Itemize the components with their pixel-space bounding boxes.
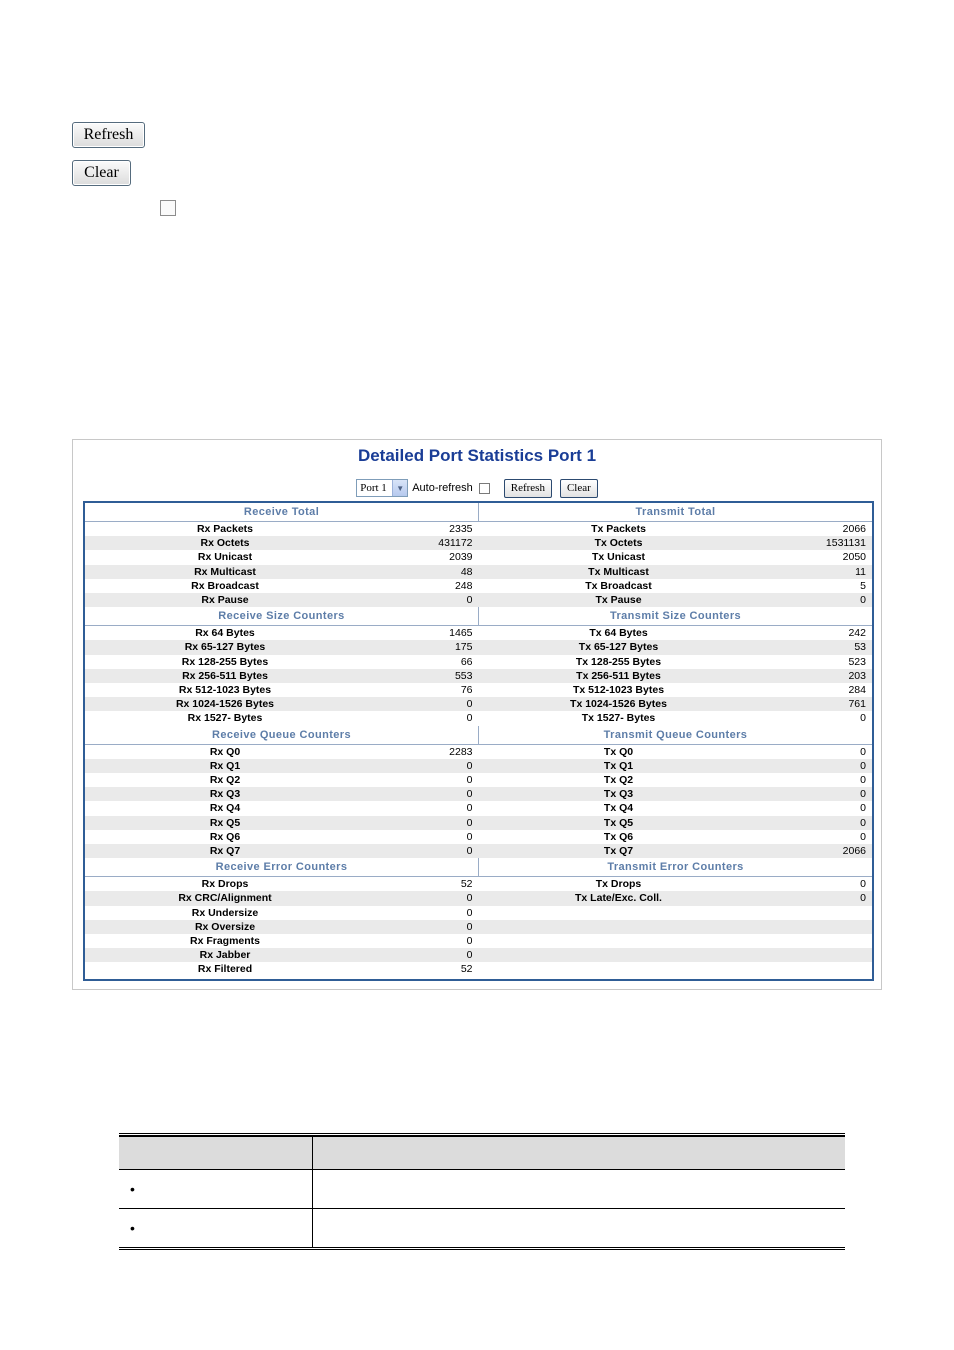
rx-counter-label: Rx Fragments — [189, 935, 261, 947]
rx-counter-label: Rx Jabber — [199, 949, 251, 962]
tx-counter-label: Tx Drops — [595, 878, 642, 891]
clear-button[interactable]: Clear — [72, 160, 131, 186]
table-row — [85, 787, 872, 801]
tx-counter-label: Tx Q1 — [603, 759, 634, 772]
auto-refresh-toggle[interactable] — [479, 483, 490, 494]
rx-counter-label: Rx Broadcast — [191, 579, 259, 592]
tx-counter-label: Tx Q0 — [603, 745, 634, 758]
table-row — [85, 697, 872, 711]
tx-counter-value: 5 — [860, 579, 866, 592]
rx-counter-label: Rx Multicast — [194, 565, 256, 578]
table-row — [85, 669, 872, 683]
refresh-button[interactable]: Refresh — [72, 122, 145, 148]
table-row — [85, 844, 872, 858]
rx-counter-label: Rx 1024-1526 Bytes — [175, 698, 275, 711]
rx-counter-label: Rx 256-511 Bytes — [182, 669, 268, 682]
tx-counter-value: 2066 — [842, 523, 866, 535]
table-row — [85, 640, 872, 654]
tx-counter-value: 0 — [860, 759, 866, 772]
rx-counter-label: Rx Packets — [196, 523, 254, 535]
table-header — [119, 1136, 845, 1170]
tx-counter-label: Tx 128-255 Bytes — [575, 655, 662, 668]
tx-counter-label: Tx Packets — [591, 523, 646, 535]
tx-counter-label: Tx 512-1023 Bytes — [572, 684, 665, 696]
rx-counter-label: Rx Drops — [201, 878, 249, 891]
tx-counter-value: 203 — [848, 669, 866, 682]
tx-counter-value: 523 — [848, 655, 866, 668]
tx-counter-value: 0 — [860, 802, 866, 815]
tx-counter-label: Tx 1024-1526 Bytes — [570, 698, 667, 711]
port-select[interactable] — [356, 479, 408, 497]
table-row — [85, 891, 872, 905]
table-row — [85, 536, 872, 550]
rx-counter-label: Rx Q5 — [209, 816, 241, 829]
tx-counter-value: 0 — [860, 816, 866, 829]
control-row — [73, 478, 881, 498]
rx-counter-value: 76 — [460, 684, 473, 696]
tx-counter-label: Tx Unicast — [591, 551, 646, 564]
tx-counter-value: 2066 — [842, 845, 866, 857]
table-row — [119, 1170, 845, 1209]
table-row — [85, 683, 872, 697]
tx-counter-label: Tx Q2 — [603, 774, 634, 786]
section-title-left: Receive Error Counters — [85, 858, 479, 876]
rx-counter-label: Rx 64 Bytes — [195, 627, 255, 640]
rx-counter-label: Rx Oversize — [194, 920, 256, 933]
section-header — [85, 858, 872, 877]
rx-counter-value: 0 — [466, 774, 473, 786]
rx-counter-label: Rx Q2 — [209, 774, 241, 786]
table-row — [85, 593, 872, 607]
rx-counter-value: 2283 — [449, 745, 473, 758]
statistics-table — [83, 501, 874, 981]
table-row — [119, 1209, 845, 1247]
page-title: Detailed Port Statistics Port 1 — [357, 446, 597, 465]
tx-counter-value: 0 — [860, 892, 866, 905]
tx-counter-value: 761 — [848, 698, 866, 711]
parameter-table — [119, 1133, 845, 1250]
table-row — [85, 655, 872, 669]
tx-counter-value: 242 — [848, 627, 866, 640]
table-row — [85, 759, 872, 773]
tx-counter-label: Tx 1527- Bytes — [581, 712, 656, 725]
tx-counter-label: Tx Q4 — [603, 802, 634, 815]
section-title-right: Transmit Error Counters — [607, 861, 744, 874]
rx-counter-label: Rx Filtered — [197, 963, 253, 976]
table-row — [85, 906, 872, 920]
section-header — [85, 503, 872, 522]
tx-counter-label: Tx Late/Exc. Coll. — [575, 892, 662, 905]
rx-counter-label: Rx Octets — [200, 537, 250, 550]
rx-counter-value: 0 — [466, 698, 473, 711]
table-row — [85, 962, 872, 976]
rx-counter-value: 431172 — [438, 537, 473, 550]
tx-counter-label: Tx Broadcast — [585, 579, 652, 592]
section-title-right: Transmit Queue Counters — [603, 728, 748, 741]
rx-counter-value: 0 — [466, 949, 473, 962]
tx-counter-value: 0 — [860, 712, 866, 725]
tx-counter-label: Tx Multicast — [588, 565, 649, 578]
section-title-left: Receive Total — [85, 503, 479, 521]
tx-counter-label: Tx Octets — [594, 537, 643, 550]
section-title-left: Receive Size Counters — [85, 607, 479, 625]
table-row — [85, 565, 872, 579]
tx-counter-value: 0 — [860, 788, 866, 801]
rx-counter-value: 0 — [466, 906, 473, 919]
tx-counter-value: 284 — [848, 684, 866, 696]
tx-counter-label: Tx 65-127 Bytes — [578, 641, 659, 654]
section-header — [85, 607, 872, 626]
rx-counter-value: 0 — [466, 802, 473, 815]
section-title-right: Transmit Total — [635, 506, 716, 518]
tx-counter-label: Tx Q6 — [603, 830, 634, 843]
tx-counter-value: 53 — [854, 641, 866, 654]
rx-counter-label: Rx Q7 — [209, 845, 241, 857]
rx-counter-value: 553 — [454, 669, 473, 682]
rx-counter-value: 0 — [466, 935, 473, 947]
tx-counter-label: Tx Pause — [595, 594, 642, 606]
table-row — [85, 877, 872, 891]
rx-counter-value: 0 — [466, 712, 473, 725]
table-row — [85, 626, 872, 640]
table-row — [85, 711, 872, 725]
tx-counter-value: 0 — [860, 830, 866, 843]
section-title-right: Transmit Size Counters — [609, 610, 742, 623]
rx-counter-value: 66 — [460, 655, 473, 668]
tx-counter-value: 0 — [860, 774, 866, 786]
bullet: • — [130, 1181, 135, 1197]
inner-refresh-button[interactable]: Refresh — [504, 479, 552, 498]
tx-counter-label: Tx 64 Bytes — [589, 627, 648, 640]
rx-counter-value: 175 — [454, 641, 473, 654]
rx-counter-value: 0 — [466, 892, 473, 905]
table-row — [85, 920, 872, 934]
rx-counter-value: 52 — [460, 963, 473, 976]
tx-counter-label: Tx Q7 — [603, 845, 634, 857]
rx-counter-label: Rx Q6 — [209, 830, 241, 843]
section-header — [85, 726, 872, 745]
rx-counter-label: Rx Pause — [201, 594, 249, 606]
rx-counter-value: 0 — [466, 830, 473, 843]
rx-counter-label: Rx Q3 — [209, 788, 241, 801]
rx-counter-value: 0 — [466, 816, 473, 829]
bullet: • — [130, 1220, 135, 1236]
rx-counter-value: 2335 — [449, 523, 473, 535]
rx-counter-label: Rx Q1 — [209, 759, 241, 772]
rx-counter-value: 1465 — [449, 627, 473, 640]
chevron-down-icon: ▼ — [392, 480, 407, 496]
rx-counter-value: 0 — [466, 759, 473, 772]
rx-counter-label: Rx 1527- Bytes — [187, 712, 263, 725]
tx-counter-value: 1531131 — [825, 537, 866, 550]
table-row — [85, 801, 872, 815]
auto-refresh-label: Auto-refresh — [412, 482, 473, 494]
rx-counter-label: Rx Q4 — [209, 802, 241, 815]
table-row — [85, 745, 872, 759]
tx-counter-value: 0 — [860, 745, 866, 758]
rx-counter-label: Rx Unicast — [197, 551, 253, 564]
section-title-left: Receive Queue Counters — [85, 726, 479, 744]
table-row — [85, 830, 872, 844]
table-row — [85, 816, 872, 830]
tx-counter-value: 11 — [855, 565, 866, 578]
rx-counter-value: 0 — [466, 594, 473, 606]
tx-counter-value: 0 — [860, 594, 866, 606]
rx-counter-value: 2039 — [449, 551, 473, 564]
tx-counter-value: 2050 — [842, 551, 866, 564]
rx-counter-label: Rx 128-255 Bytes — [181, 655, 269, 668]
screenshot-frame — [72, 439, 882, 990]
table-row — [85, 948, 872, 962]
tx-counter-value: 0 — [860, 878, 866, 891]
rx-counter-value: 0 — [466, 920, 473, 933]
tx-counter-label: Tx Q3 — [603, 788, 634, 801]
table-row — [85, 579, 872, 593]
rx-counter-label: Rx Undersize — [191, 906, 259, 919]
rx-counter-label: Rx 65-127 Bytes — [184, 641, 266, 654]
rx-counter-label: Rx CRC/Alignment — [178, 892, 272, 905]
rx-counter-value: 0 — [466, 845, 473, 857]
table-row — [85, 773, 872, 787]
auto-refresh-checkbox[interactable] — [160, 200, 176, 216]
inner-clear-button[interactable]: Clear — [560, 479, 598, 498]
tx-counter-label: Tx 256-511 Bytes — [576, 669, 661, 682]
rx-counter-label: Rx Q0 — [209, 745, 241, 758]
rx-counter-value: 52 — [460, 878, 473, 891]
table-row — [85, 934, 872, 948]
port-select-value: Port 1 — [360, 482, 387, 494]
rx-counter-value: 48 — [460, 565, 473, 578]
tx-counter-label: Tx Q5 — [603, 816, 634, 829]
rx-counter-value: 0 — [466, 788, 473, 801]
table-row — [85, 550, 872, 564]
rx-counter-label: Rx 512-1023 Bytes — [178, 684, 272, 696]
table-row — [85, 522, 872, 536]
rx-counter-value: 248 — [454, 579, 473, 592]
